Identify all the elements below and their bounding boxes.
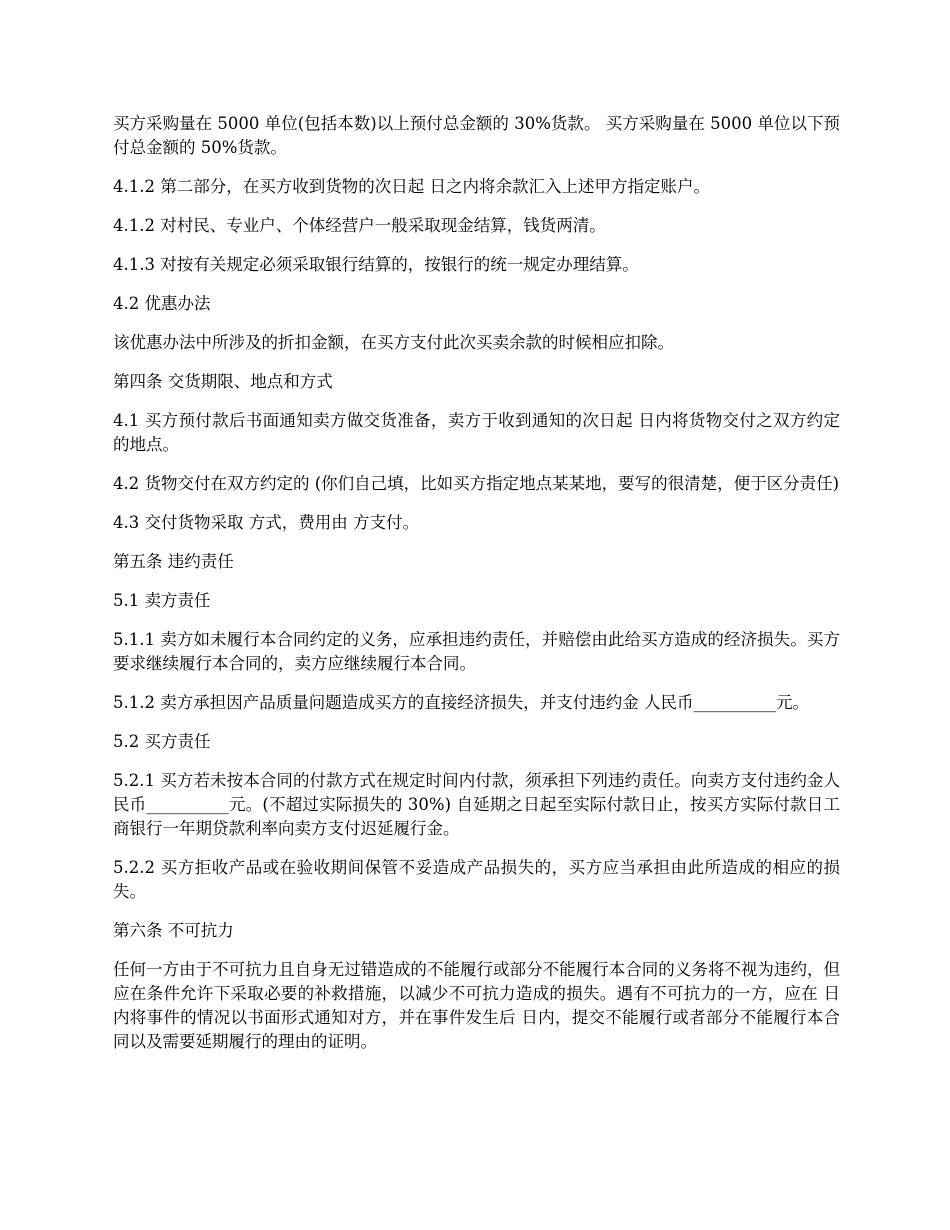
heading-4-2-discount: 4.2 优惠办法 [113,294,211,313]
paragraph-5-1-1: 5.1.1 卖方如未履行本合同约定的义务，应承担违约责任，并赔偿由此给买方造成的经济损失。买方要求继续履行本合同的，卖方应继续履行本合同。 [113,630,840,673]
paragraph-4-3-method: 4.3 交付货物采取 方式，费用由 方支付。 [113,513,419,532]
heading-5-2-buyer: 5.2 买方责任 [113,732,211,751]
heading-article-5: 第五条 违约责任 [113,552,234,571]
paragraph-4-1-delivery: 4.1 买方预付款后书面通知卖方做交货准备，卖方于收到通知的次日起 日内将货物交付之双方约定的地点。 [113,411,840,454]
paragraph-prepayment: 买方采购量在 5000 单位(包括本数)以上预付总金额的 30%货款。 买方采购量在 5000 单位以下预付总金额的 50%货款。 [113,114,840,157]
paragraph-4-1-2-cash: 4.1.2 对村民、专业户、个体经营户一般采取现金结算，钱货两清。 [113,216,606,235]
paragraph-force-majeure: 任何一方由于不可抗力且自身无过错造成的不能履行或部分不能履行本合同的义务将不视为违约，但应在条件允许下采取必要的补救措施，以减少不可抗力造成的损失。遇有不可抗力的一方，应在 日内将事件的情况以书面形式通知对方，并在事件发生后 日内，提交不能履行或者部分不能履行本合同以及需要延期履行的理由的证明。 [113,960,840,1051]
paragraph-4-1-2-balance: 4.1.2 第二部分，在买方收到货物的次日起 日之内将余款汇入上述甲方指定账户。 [113,177,710,196]
paragraph-5-1-2: 5.1.2 卖方承担因产品质量问题造成买方的直接经济损失，并支付违约金 人民币__________元。 [113,693,809,712]
heading-article-4: 第四条 交货期限、地点和方式 [113,372,333,391]
heading-article-6: 第六条 不可抗力 [113,921,234,940]
heading-5-1-seller: 5.1 卖方责任 [113,591,211,610]
paragraph-discount-detail: 该优惠办法中所涉及的折扣金额，在买方支付此次买卖余款的时候相应扣除。 [113,333,674,352]
paragraph-4-2-location: 4.2 货物交付在双方约定的 (你们自己填，比如买方指定地点某某地，要写的很清楚，便于区分责任) [113,474,840,493]
paragraph-5-2-1: 5.2.1 买方若未按本合同的付款方式在规定时间内付款，须承担下列违约责任。向卖方支付违约金人民币__________元。(不超过实际损失的 30%) 自延期之日起至实际付款日止，按买方实际付款日工商银行一年期贷款利率向卖方支付迟延履行金。 [113,771,840,838]
paragraph-5-2-2: 5.2.2 买方拒收产品或在验收期间保管不妥造成产品损失的，买方应当承担由此所造成的相应的损失。 [113,858,840,901]
paragraph-4-1-3-bank: 4.1.3 对按有关规定必须采取银行结算的，按银行的统一规定办理结算。 [113,255,639,274]
